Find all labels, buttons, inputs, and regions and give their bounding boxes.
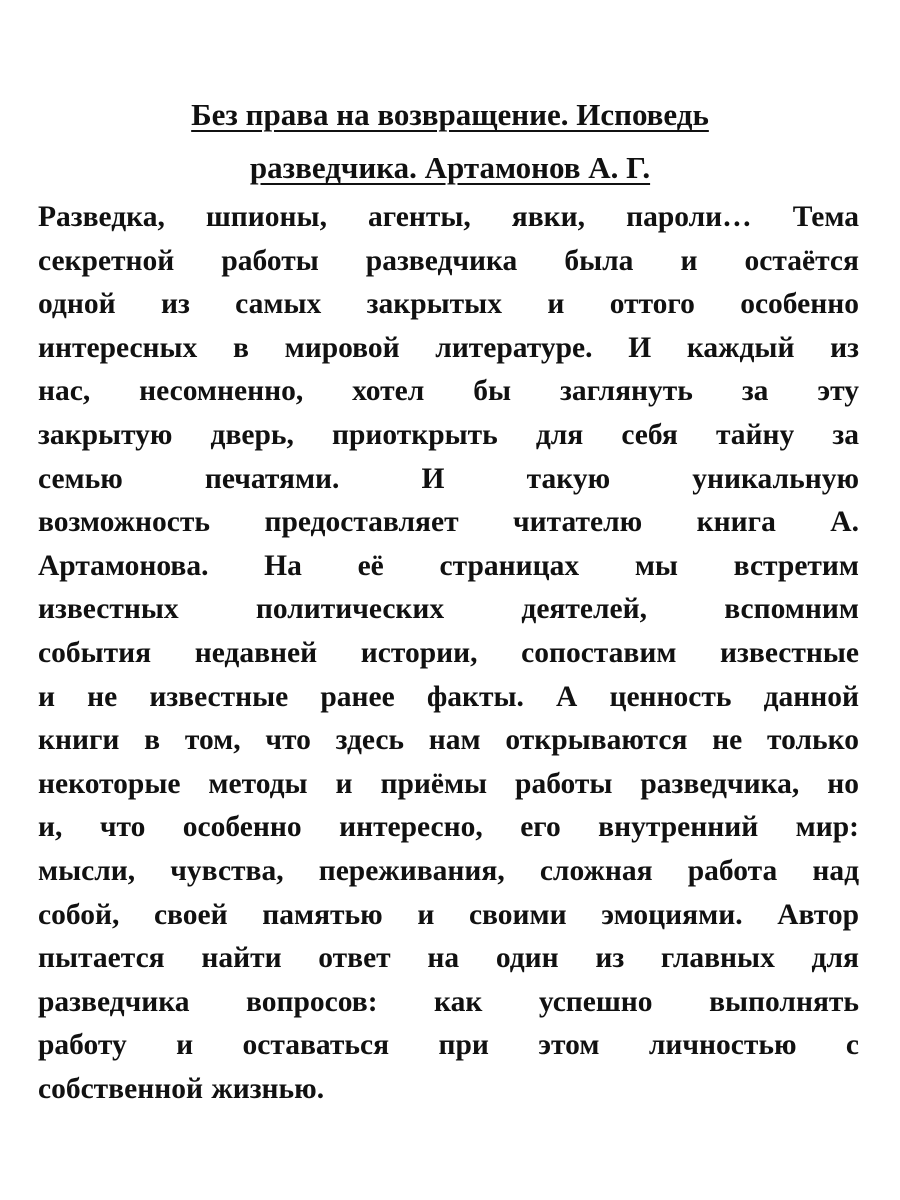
paragraph-line: мысли, чувства, переживания, сложная работа над — [38, 854, 859, 887]
paragraph-line: некоторые методы и приёмы работы разведчика, но — [38, 767, 859, 800]
paragraph-line: и не известные ранее факты. А ценность данной — [38, 680, 859, 713]
paragraph-line: книги в том, что здесь нам открываются не только — [38, 724, 859, 757]
paragraph-line: одной из самых закрытых и оттого особенно — [38, 288, 859, 321]
paragraph-line: известных политических деятелей, вспомним — [38, 593, 859, 626]
paragraph-line: разведчика вопросов: как успешно выполнять — [38, 985, 859, 1018]
paragraph-line: и, что особенно интересно, его внутренний мир: — [38, 811, 859, 844]
title-line-1: Без права на возвращение. Исповедь — [191, 97, 709, 132]
paragraph-line: собой, своей памятью и своими эмоциями. Автор — [38, 898, 859, 931]
body-paragraph — [38, 196, 859, 1111]
paragraph-line: работу и оставаться при этом личностью с — [38, 1029, 859, 1062]
paragraph-line: собственной жизнью. — [38, 1072, 325, 1105]
paragraph-line: Разведка, шпионы, агенты, явки, пароли… Тема — [38, 201, 859, 233]
paragraph-line: секретной работы разведчика была и остаётся — [38, 244, 859, 277]
paragraph-line: интересных в мировой литературе. И каждый из — [38, 331, 859, 364]
paragraph-line: пытается найти ответ на один из главных для — [38, 942, 859, 975]
paragraph-line: нас, несомненно, хотел бы заглянуть за эту — [38, 375, 859, 408]
paragraph-line: Артамонова. На её страницах мы встретим — [38, 549, 859, 582]
title-line-2: разведчика. Артамонов А. Г. — [249, 150, 651, 185]
document-title — [60, 88, 840, 194]
paragraph-line: закрытую дверь, приоткрыть для себя тайну за — [38, 418, 859, 451]
paragraph-line: семью печатями. И такую уникальную — [38, 462, 859, 495]
paragraph-line: события недавней истории, сопоставим известные — [38, 636, 859, 669]
paragraph-line: возможность предоставляет читателю книга А. — [38, 506, 859, 539]
